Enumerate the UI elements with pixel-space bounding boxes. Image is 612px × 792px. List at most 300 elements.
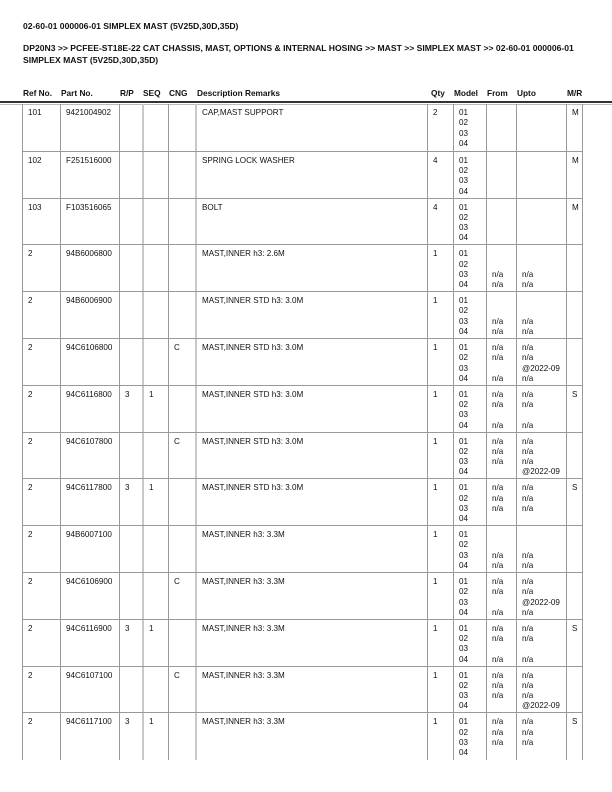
cell-model [453,433,486,480]
model-line: 01 [459,483,469,493]
from-line [492,203,516,213]
cell-upto [516,339,566,386]
from-line [492,118,516,128]
upto-line: n/a [522,691,534,701]
upto-line: n/a [522,587,534,597]
cell-desc: MAST,INNER h3: 3.3M [195,713,427,760]
cell-mr: S [566,479,583,526]
breadcrumb: DP20N3 >> PCFEE-ST18E-22 CAT CHASSIS, MAST, OPTIONS & INTERNAL HOSING >> MAST >> SIMPLEX MAST >> 02-60-01 000006-01 SIMPLEX MAST (5V25D,30D,35D) [23,43,574,65]
from-line [492,598,516,608]
cell-part: 94C6106800 [60,339,119,386]
table-row [22,619,583,666]
upto-line [522,644,566,654]
cell-desc: MAST,INNER STD h3: 3.0M [195,386,427,433]
cell-mr: S [566,620,583,667]
from-line [492,410,516,420]
table-row [22,104,583,151]
upto-line [522,108,566,118]
cell-model [453,292,486,339]
cell-desc: MAST,INNER STD h3: 3.0M [195,433,427,480]
cell-rp [119,245,142,292]
upto-line: n/a [522,389,534,399]
cell-ref: 2 [22,292,60,339]
model-line: 04 [459,327,469,337]
cell-seq: 1 [142,386,168,433]
cell-model [453,573,486,620]
cell-part: 94B6006900 [60,292,119,339]
cell-qty: 1 [427,292,453,339]
from-line: n/a [492,353,504,363]
cell-seq [142,292,168,339]
model-line: 04 [459,373,469,383]
model-line: 03 [459,269,469,279]
from-line: n/a [492,316,504,326]
from-line: n/a [492,577,504,586]
cell-part: 9421004902 [60,104,119,151]
upto-line: n/a [522,577,534,586]
model-line: 04 [459,420,469,430]
upto-line [522,410,566,420]
header-seq: SEQ [143,88,161,98]
from-line [492,233,516,243]
table-row [22,198,583,245]
model-line: 04 [459,748,469,758]
model-line: 04 [459,654,469,664]
cell-rp [119,667,142,714]
cell-rp: 3 [119,479,142,526]
model-line: 01 [459,623,469,633]
from-line [492,129,516,139]
model-line: 01 [459,530,469,540]
cell-upto [516,104,566,151]
table-row [22,291,583,338]
cell-ref: 2 [22,433,60,480]
cell-desc: MAST,INNER STD h3: 3.0M [195,479,427,526]
model-line: 02 [459,446,469,456]
from-line: n/a [492,400,504,410]
from-line: n/a [492,503,504,513]
cell-upto [516,245,566,292]
from-line: n/a [492,607,504,617]
upto-line: n/a [522,561,534,571]
cell-mr [566,433,583,480]
cell-ref: 2 [22,526,60,573]
cell-mr: S [566,713,583,760]
cell-cng [168,199,195,246]
upto-line: n/a [522,737,534,747]
cell-ref: 2 [22,339,60,386]
from-line [492,540,516,550]
cell-qty: 4 [427,152,453,199]
from-line [492,223,516,233]
model-line: 01 [459,389,469,399]
table-row [22,572,583,619]
from-line [492,306,516,316]
cell-from [486,526,516,573]
cell-from [486,152,516,199]
cell-upto [516,526,566,573]
upto-line: n/a [522,717,534,727]
model-line: 01 [459,343,469,352]
cell-model [453,620,486,667]
header-mr: M/R [567,88,583,98]
model-line: 03 [459,503,469,513]
cell-model [453,152,486,199]
upto-line [522,296,566,306]
upto-line: n/a [522,680,534,690]
model-line: 03 [459,550,469,560]
cell-rp [119,152,142,199]
cell-ref: 2 [22,479,60,526]
upto-line [522,187,566,197]
cell-qty: 1 [427,713,453,760]
from-line [492,139,516,149]
model-line: 04 [459,138,469,148]
from-line [492,467,516,477]
from-line [492,187,516,197]
upto-line: n/a [522,353,534,363]
from-line [492,296,516,306]
upto-line: n/a [522,457,534,467]
cell-desc: BOLT [195,199,427,246]
header-rp: R/P [120,88,134,98]
cell-qty: 1 [427,479,453,526]
from-line [492,260,516,270]
cell-upto [516,199,566,246]
header-upto: Upto [517,88,536,98]
cell-mr: S [566,386,583,433]
model-line: 03 [459,176,469,186]
cell-model [453,104,486,151]
model-line: 02 [459,587,469,597]
cell-seq: 1 [142,713,168,760]
upto-line: n/a [522,420,534,430]
upto-line [522,260,566,270]
cell-rp [119,199,142,246]
from-line [492,176,516,186]
from-line: n/a [492,654,504,664]
upto-line: n/a [522,493,534,503]
upto-line: n/a [522,550,534,560]
model-line: 02 [459,493,469,503]
cell-cng [168,479,195,526]
from-line: n/a [492,623,504,633]
upto-line [522,176,566,186]
from-line: n/a [492,436,504,446]
cell-cng: C [168,573,195,620]
from-line: n/a [492,373,504,383]
cell-mr: M [566,199,583,246]
upto-line: n/a [522,623,534,633]
cell-from [486,667,516,714]
upto-line [522,139,566,149]
cell-seq [142,433,168,480]
model-line: 01 [459,202,469,212]
model-line: 04 [459,561,469,571]
table-row [22,478,583,525]
model-line: 02 [459,259,469,269]
model-line: 04 [459,701,469,711]
cell-seq: 1 [142,620,168,667]
cell-rp [119,433,142,480]
cell-part: 94B6006800 [60,245,119,292]
from-line: n/a [492,483,504,493]
cell-ref: 2 [22,245,60,292]
cell-part: F251516000 [60,152,119,199]
from-line [492,213,516,223]
cell-desc: MAST,INNER h3: 3.3M [195,573,427,620]
cell-seq [142,245,168,292]
cell-upto [516,620,566,667]
cell-desc: MAST,INNER h3: 3.3M [195,667,427,714]
cell-ref: 2 [22,386,60,433]
table-row [22,712,583,759]
cell-model [453,386,486,433]
cell-upto [516,667,566,714]
cell-upto [516,573,566,620]
upto-line: n/a [522,727,534,737]
cell-model [453,479,486,526]
cell-from [486,713,516,760]
from-line: n/a [492,634,504,644]
cell-part: 94C6107100 [60,667,119,714]
cell-rp [119,104,142,151]
cell-qty: 1 [427,245,453,292]
cell-qty: 2 [427,104,453,151]
from-line: n/a [492,457,504,467]
cell-from [486,245,516,292]
from-line: n/a [492,493,504,503]
model-line: 01 [459,155,469,165]
cell-qty: 1 [427,667,453,714]
model-line: 04 [459,186,469,196]
cell-seq [142,199,168,246]
upto-line: n/a [522,670,534,680]
upto-line: n/a [522,446,534,456]
cell-ref: 2 [22,667,60,714]
upto-line: @2022-09 [522,701,560,711]
model-line: 03 [459,363,469,373]
header-model: Model [454,88,478,98]
cell-qty: 1 [427,339,453,386]
cell-part: 94C6106900 [60,573,119,620]
cell-upto [516,479,566,526]
cell-rp: 3 [119,713,142,760]
cell-cng [168,152,195,199]
cell-from [486,386,516,433]
model-line: 02 [459,680,469,690]
upto-line [522,129,566,139]
upto-line [522,530,566,540]
cell-part: 94C6116900 [60,620,119,667]
cell-ref: 103 [22,199,60,246]
cell-cng: C [168,339,195,386]
model-line: 01 [459,249,469,259]
cell-qty: 1 [427,433,453,480]
from-line [492,748,516,758]
cell-from [486,339,516,386]
model-line: 04 [459,607,469,617]
model-line: 03 [459,737,469,747]
from-line: n/a [492,269,504,279]
model-line: 04 [459,280,469,290]
upto-line: n/a [522,343,534,352]
cell-rp [119,526,142,573]
table-row [22,666,583,713]
from-line [492,108,516,118]
cell-desc: SPRING LOCK WASHER [195,152,427,199]
cell-from [486,104,516,151]
cell-desc: CAP,MAST SUPPORT [195,104,427,151]
model-line: 02 [459,306,469,316]
cell-desc: MAST,INNER h3: 3.3M [195,526,427,573]
upto-line [522,156,566,166]
cell-qty: 1 [427,620,453,667]
header-description: Description Remarks [197,88,281,98]
cell-part: 94C6117800 [60,479,119,526]
model-line: 03 [459,691,469,701]
page-title: 02-60-01 000006-01 SIMPLEX MAST (5V25D,30D,35D) [23,21,239,31]
from-line [492,514,516,524]
header-part-no: Part No. [61,88,93,98]
from-line [492,530,516,540]
upto-line: n/a [522,607,534,617]
cell-model [453,199,486,246]
from-line: n/a [492,717,504,727]
upto-line: n/a [522,327,534,337]
cell-from [486,433,516,480]
cell-ref: 2 [22,713,60,760]
from-line: n/a [492,691,504,701]
model-line: 02 [459,727,469,737]
cell-desc: MAST,INNER STD h3: 3.0M [195,292,427,339]
cell-mr: M [566,152,583,199]
from-line: n/a [492,343,504,352]
upto-line [522,233,566,243]
cell-upto [516,292,566,339]
cell-rp: 3 [119,386,142,433]
from-line [492,701,516,711]
model-line: 04 [459,514,469,524]
from-line [492,156,516,166]
cell-upto [516,713,566,760]
from-line [492,644,516,654]
cell-upto [516,433,566,480]
cell-upto [516,386,566,433]
cell-desc: MAST,INNER h3: 2.6M [195,245,427,292]
upto-line [522,249,566,259]
cell-model [453,339,486,386]
cell-desc: MAST,INNER h3: 3.3M [195,620,427,667]
model-line: 02 [459,400,469,410]
model-line: 04 [459,233,469,243]
table-row [22,338,583,385]
cell-qty: 4 [427,199,453,246]
cell-model [453,526,486,573]
upto-line [522,748,566,758]
cell-ref: 101 [22,104,60,151]
from-line: n/a [492,727,504,737]
cell-qty: 1 [427,386,453,433]
from-line: n/a [492,680,504,690]
cell-mr [566,573,583,620]
cell-upto [516,152,566,199]
upto-line [522,514,566,524]
upto-line [522,213,566,223]
model-line: 02 [459,212,469,222]
cell-mr [566,526,583,573]
from-line: n/a [492,587,504,597]
table-row [22,385,583,432]
upto-line: n/a [522,654,534,664]
model-line: 03 [459,457,469,467]
from-line: n/a [492,327,504,337]
cell-mr [566,667,583,714]
from-line [492,364,516,374]
cell-rp: 3 [119,620,142,667]
cell-cng: C [168,667,195,714]
cell-part: 94B6007100 [60,526,119,573]
table-row [22,244,583,291]
cell-model [453,713,486,760]
upto-line: @2022-09 [522,467,560,477]
cell-part: F103516065 [60,199,119,246]
upto-line [522,540,566,550]
model-line: 01 [459,436,469,446]
cell-mr [566,292,583,339]
table-row [22,432,583,479]
model-line: 03 [459,223,469,233]
model-line: 01 [459,577,469,586]
from-line: n/a [492,389,504,399]
cell-model [453,245,486,292]
cell-ref: 2 [22,573,60,620]
cell-seq [142,339,168,386]
upto-line: n/a [522,634,534,644]
model-line: 01 [459,670,469,680]
header-cng: CNG [169,88,188,98]
upto-line: n/a [522,269,534,279]
model-line: 02 [459,353,469,363]
model-line: 03 [459,410,469,420]
cell-from [486,620,516,667]
upto-line: n/a [522,436,534,446]
upto-line: n/a [522,503,534,513]
cell-model [453,667,486,714]
cell-from [486,479,516,526]
cell-mr [566,339,583,386]
header-ref-no: Ref No. [23,88,53,98]
cell-cng [168,386,195,433]
from-line: n/a [492,280,504,290]
upto-line: n/a [522,316,534,326]
cell-seq [142,573,168,620]
model-line: 01 [459,717,469,727]
cell-cng: C [168,433,195,480]
upto-line [522,203,566,213]
cell-ref: 102 [22,152,60,199]
model-line: 02 [459,118,469,128]
upto-line [522,306,566,316]
cell-seq [142,526,168,573]
model-line: 03 [459,128,469,138]
cell-mr [566,245,583,292]
cell-ref: 2 [22,620,60,667]
from-line: n/a [492,550,504,560]
from-line [492,249,516,259]
upto-line: @2022-09 [522,597,560,607]
table-row [22,525,583,572]
